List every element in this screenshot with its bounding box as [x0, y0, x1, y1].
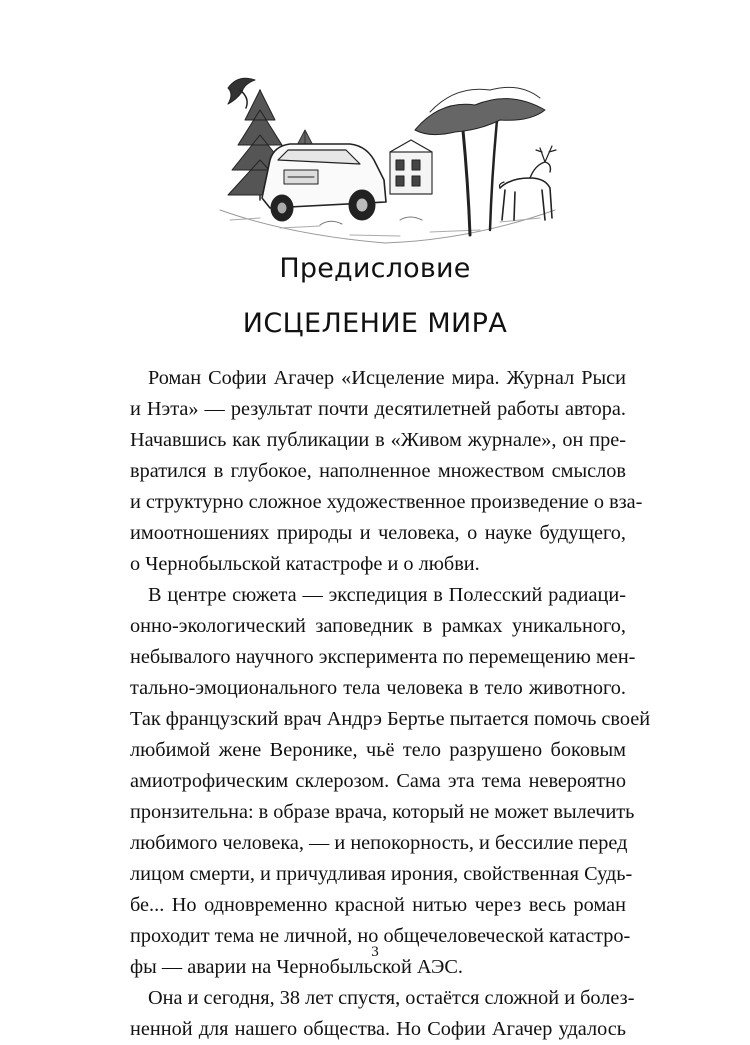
forest-car-elk-sketch-icon	[200, 60, 570, 250]
text-line: амиотрофическим склерозом. Сама эта тема невероятно	[130, 770, 626, 792]
text-line: лицом смерти, и причудливая ирония, свойственная Судь-	[130, 863, 633, 885]
text-line: и Нэта» — результат почти десятилетней работы автора.	[130, 398, 626, 420]
text-line: любимого человека, — и непокорность, и бессилие перед	[130, 832, 628, 854]
paragraph-3	[130, 983, 635, 1045]
text-line: любимой жене Веронике, чьё тело разрушено боковым	[130, 739, 626, 761]
text-line: имоотношениях природы и человека, о науке будущего,	[130, 522, 626, 544]
text-line: и структурно сложное художественное произведение о вза-	[130, 491, 643, 513]
text-line: ненной для нашего общества. Но Софии Агачер удалось	[130, 1018, 626, 1040]
text-line: пронзительна: в образе врача, который не может вылечить	[130, 801, 635, 823]
text-line: Так французский врач Андрэ Бертье пытается помочь своей	[130, 708, 651, 730]
text-line: вратился в глубокое, наполненное множеством смыслов	[130, 460, 626, 482]
text-line: проходит тема не личной, но общечеловеческой катастро-	[130, 925, 631, 947]
text-line: тально-эмоционального тела человека в тело животного.	[130, 677, 626, 699]
text-line: фы — аварии на Чернобыльской АЭС.	[130, 956, 463, 978]
text-line: небывалого научного эксперимента по перемещению мен-	[130, 646, 636, 668]
text-line: Роман Софии Агачер «Исцеление мира. Журнал Рыси	[148, 367, 626, 389]
body-text	[130, 363, 651, 1045]
paragraph-2	[130, 580, 651, 983]
paragraph-1	[130, 363, 643, 580]
text-line: о Чернобыльской катастрофе и о любви.	[130, 553, 480, 575]
text-line: бе... Но одновременно красной нитью через весь роман	[130, 894, 626, 916]
page-number: 3	[371, 944, 379, 960]
text-line: Начавшись как публикации в «Живом журнале», он пре-	[130, 429, 626, 451]
section-title: ИСЦЕЛЕНИЕ МИРА	[242, 308, 508, 339]
section-subtitle: Предисловие	[279, 253, 471, 284]
text-line: онно-экологический заповедник в рамках уникального,	[130, 615, 626, 637]
text-line: В центре сюжета — экспедиция в Полесский радиаци-	[148, 584, 626, 606]
text-line: Она и сегодня, 38 лет спустя, остаётся сложной и болез-	[148, 987, 635, 1009]
